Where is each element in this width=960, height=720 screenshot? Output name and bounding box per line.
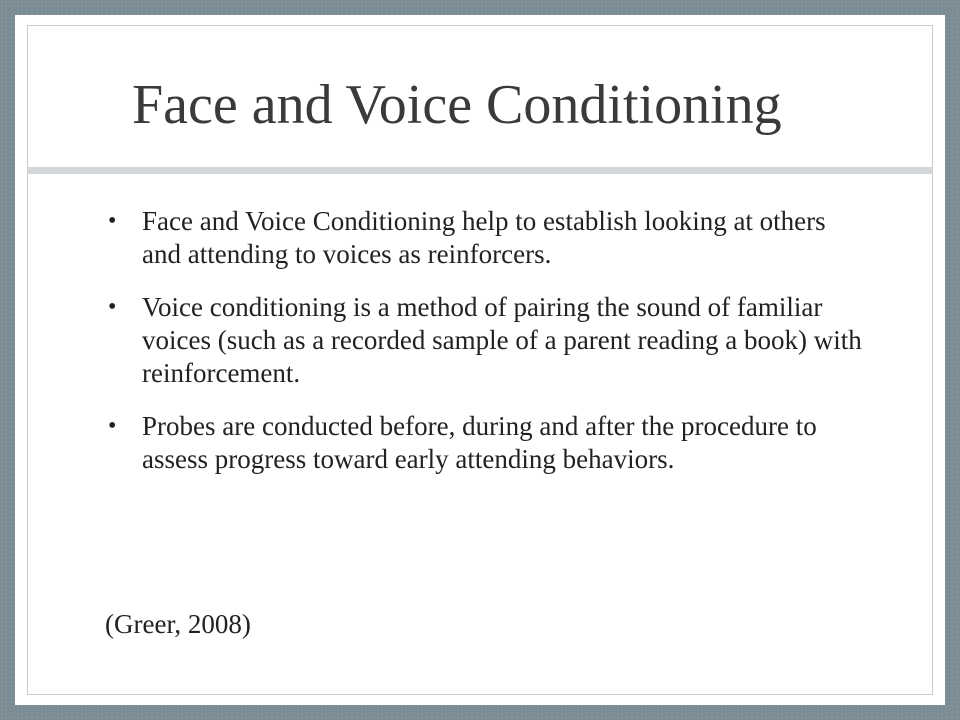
bullet-marker: • (108, 208, 117, 234)
bullet-marker: • (108, 413, 117, 439)
slide-title: Face and Voice Conditioning (132, 74, 782, 136)
bullet-item (105, 291, 865, 390)
title-divider (27, 167, 933, 174)
bullet-list (105, 205, 865, 496)
bullet-marker: • (108, 294, 117, 320)
bullet-item (105, 205, 865, 271)
bullet-item (105, 410, 865, 476)
citation: (Greer, 2008) (105, 609, 251, 639)
bullet-text: Face and Voice Conditioning help to establish looking at others and attending to voices as reinforcers. (142, 206, 826, 269)
slide (15, 15, 945, 705)
bullet-text: Voice conditioning is a method of pairing the sound of familiar voices (such as a recorded sample of a parent reading a book) with reinforcement. (142, 292, 862, 388)
bullet-text: Probes are conducted before, during and after the procedure to assess progress toward early attending behaviors. (142, 411, 817, 474)
